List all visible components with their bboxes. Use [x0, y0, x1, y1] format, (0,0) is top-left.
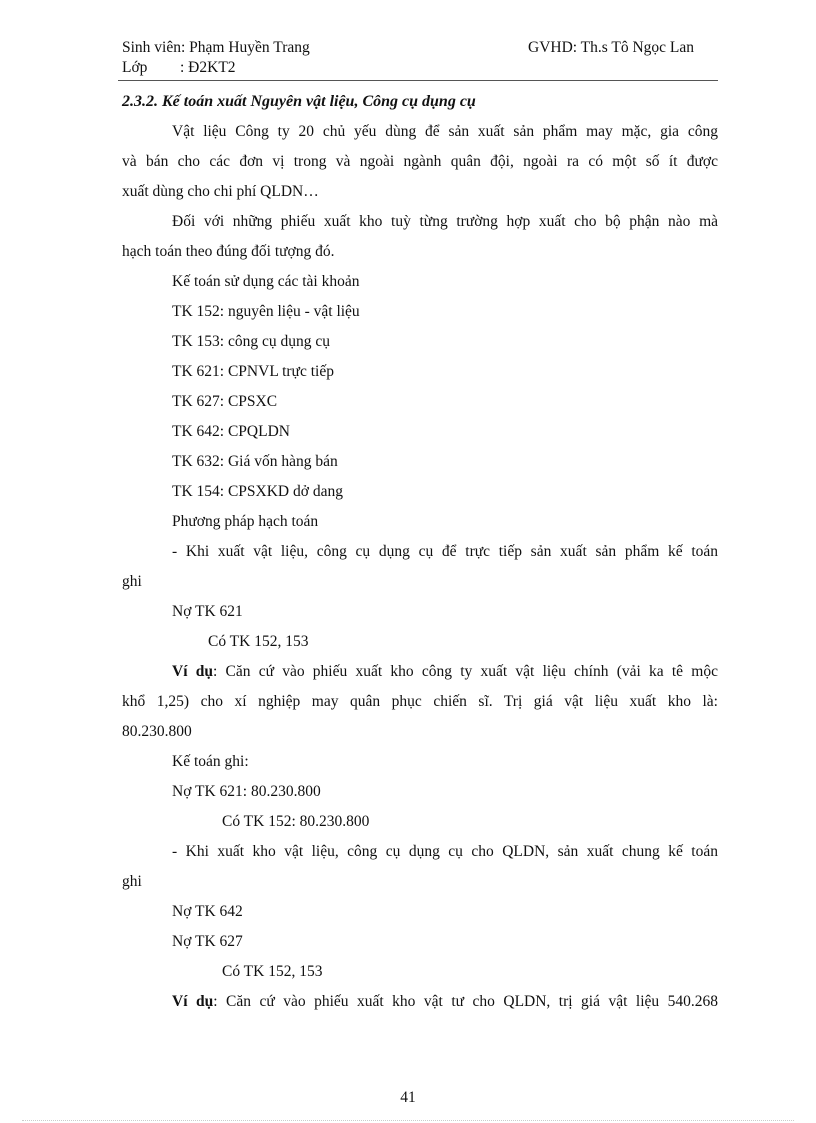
paragraph-line: và bán cho các đơn vị trong và ngoài ngành quân đội, ngoài ra có một số ít được [122, 153, 718, 170]
paragraph-line: - Khi xuất vật liệu, công cụ dụng cụ để trực tiếp sản xuất sản phẩm kế toán [172, 543, 718, 560]
example-line [172, 992, 718, 1012]
entry-debit: Nợ TK 642 [172, 903, 243, 920]
accounts-intro: Kế toán sử dụng các tài khoản [172, 273, 360, 290]
paragraph-line: ghi [122, 873, 142, 890]
account-item: TK 153: công cụ dụng cụ [172, 333, 330, 350]
entry-debit: Nợ TK 621: 80.230.800 [172, 783, 321, 800]
example-text: : Căn cứ vào phiếu xuất kho vật tư cho QLDN, trị giá vật liệu 540.268 [213, 993, 718, 1010]
paragraph-line: Vật liệu Công ty 20 chủ yếu dùng để sản xuất sản phẩm may mặc, gia công [172, 123, 718, 140]
page-number: 41 [400, 1089, 416, 1106]
example-line [172, 662, 718, 682]
header-divider [118, 80, 718, 81]
header-student: Sinh viên: Phạm Huyền Trang [122, 39, 310, 56]
account-item: TK 632: Giá vốn hàng bán [172, 453, 338, 470]
example-label: Ví dụ [172, 993, 214, 1010]
account-item: TK 621: CPNVL trực tiếp [172, 363, 334, 380]
example-line: 80.230.800 [122, 723, 192, 740]
footer-divider [22, 1120, 794, 1121]
account-item: TK 627: CPSXC [172, 393, 278, 410]
method-heading: Phương pháp hạch toán [172, 513, 319, 530]
paragraph-line: ghi [122, 573, 142, 590]
entry-credit: Có TK 152: 80.230.800 [222, 813, 370, 830]
example-label: Ví dụ [172, 663, 213, 680]
account-item: TK 642: CPQLDN [172, 423, 290, 440]
header-class [122, 58, 236, 77]
header-class-label: Lớp [122, 59, 148, 76]
entry-credit: Có TK 152, 153 [208, 633, 309, 650]
entry-credit: Có TK 152, 153 [222, 963, 323, 980]
entry-debit: Nợ TK 621 [172, 603, 243, 620]
paragraph-line: xuất dùng cho chi phí QLDN… [122, 183, 319, 200]
example-text: : Căn cứ vào phiếu xuất kho công ty xuất vật liệu chính (vải ka tê mộc [212, 663, 718, 680]
account-item: TK 154: CPSXKD dở dang [172, 483, 343, 500]
header-class-value: : Đ2KT2 [180, 59, 236, 76]
header-supervisor: GVHD: Th.s Tô Ngọc Lan [528, 39, 695, 56]
record-intro: Kế toán ghi: [172, 753, 249, 770]
entry-debit: Nợ TK 627 [172, 933, 243, 950]
example-line: khổ 1,25) cho xí nghiệp may quân phục chiến sĩ. Trị giá vật liệu xuất kho là: [122, 693, 718, 710]
paragraph-line: - Khi xuất kho vật liệu, công cụ dụng cụ cho QLDN, sản xuất chung kế toán [172, 843, 718, 860]
account-item: TK 152: nguyên liệu - vật liệu [172, 303, 360, 320]
paragraph-line: hạch toán theo đúng đối tượng đó. [122, 243, 335, 260]
section-title: 2.3.2. Kế toán xuất Nguyên vật liệu, Công cụ dụng cụ [122, 93, 476, 110]
paragraph-line: Đối với những phiếu xuất kho tuỳ từng trường hợp xuất cho bộ phận nào mà [172, 213, 718, 230]
